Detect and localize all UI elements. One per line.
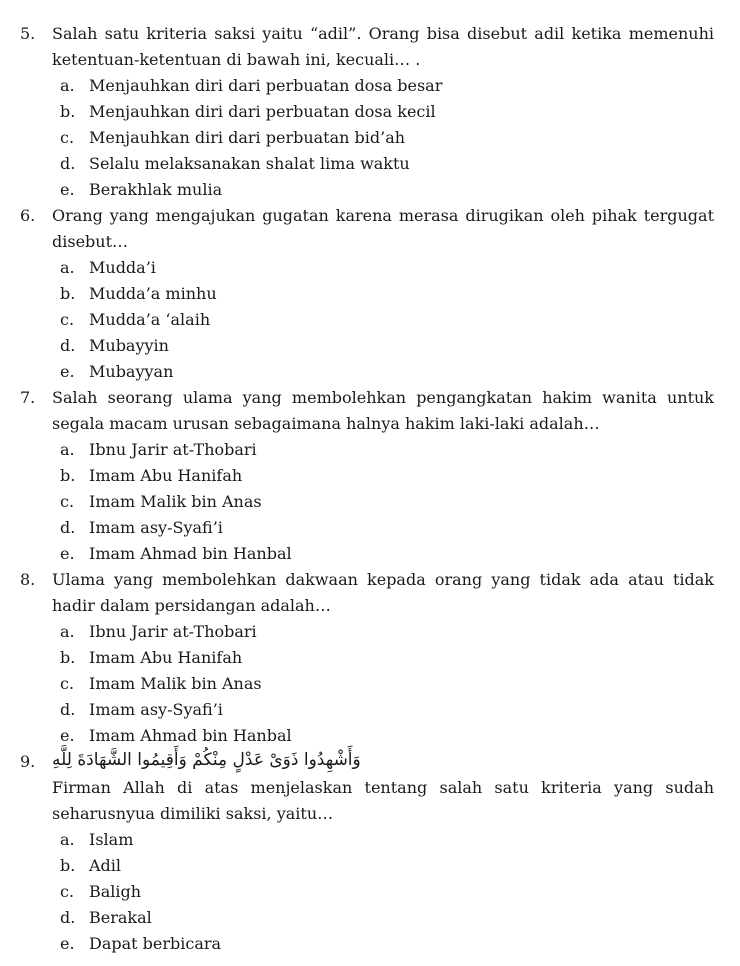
question-number: 9.: [20, 752, 36, 771]
option-e[interactable]: e. Imam Ahmad bin Hanbal: [60, 544, 292, 563]
question-number: 5.: [20, 24, 36, 43]
question-stem: Ulama yang membolehkan dakwaan kepada orang yang tidak ada atau tidak hadir dalam persidangan adalah…: [52, 570, 714, 615]
question-number: 7.: [20, 388, 36, 407]
question-number: 6.: [20, 206, 36, 225]
option-c[interactable]: c. Imam Malik bin Anas: [60, 492, 262, 511]
option-a[interactable]: a. Islam: [60, 830, 134, 849]
option-d[interactable]: d. Imam asy-Syafi’i: [60, 700, 223, 719]
option-e[interactable]: e. Berakhlak mulia: [60, 180, 223, 199]
option-d[interactable]: d. Imam asy-Syafi’i: [60, 518, 223, 537]
option-e[interactable]: e. Mubayyan: [60, 362, 174, 381]
option-a[interactable]: a. Menjauhkan diri dari perbuatan dosa besar: [60, 76, 443, 95]
option-b[interactable]: b. Menjauhkan diri dari perbuatan dosa kecil: [60, 102, 436, 121]
option-a[interactable]: a. Ibnu Jarir at-Thobari: [60, 622, 257, 641]
option-c[interactable]: c. Mudda’a ‘alaih: [60, 310, 211, 329]
question-number: 8.: [20, 570, 36, 589]
option-b[interactable]: b. Adil: [60, 856, 122, 875]
question-stem: Salah satu kriteria saksi yaitu “adil”. Orang bisa disebut adil ketika memenuhi ketentuan-ketentuan di bawah ini, kecuali… .: [52, 24, 714, 69]
arabic-verse: وَأَشْهِدُوا ذَوَىْ عَدْلٍ مِنْكُمْ وَأَقِيمُوا الشَّهَادَةَ لِلَّهِ: [52, 750, 361, 770]
option-a[interactable]: a. Mudda’i: [60, 258, 156, 277]
option-e[interactable]: e. Imam Ahmad bin Hanbal: [60, 726, 292, 745]
option-b[interactable]: b. Mudda’a minhu: [60, 284, 217, 303]
option-b[interactable]: b. Imam Abu Hanifah: [60, 648, 243, 667]
option-c[interactable]: c. Menjauhkan diri dari perbuatan bid’ah: [60, 128, 406, 147]
question-stem: Firman Allah di atas menjelaskan tentang salah satu kriteria yang sudah seharusnyua dimiliki saksi, yaitu…: [52, 778, 714, 823]
question-stem: Salah seorang ulama yang membolehkan pengangkatan hakim wanita untuk segala macam urusan sebagaimana halnya hakim laki-laki adalah…: [52, 388, 714, 433]
option-d[interactable]: d. Berakal: [60, 908, 152, 927]
option-c[interactable]: c. Imam Malik bin Anas: [60, 674, 262, 693]
option-d[interactable]: d. Mubayyin: [60, 336, 169, 355]
option-a[interactable]: a. Ibnu Jarir at-Thobari: [60, 440, 257, 459]
option-e[interactable]: e. Dapat berbicara: [60, 934, 222, 953]
option-b[interactable]: b. Imam Abu Hanifah: [60, 466, 243, 485]
question-stem: Orang yang mengajukan gugatan karena merasa dirugikan oleh pihak tergugat disebut…: [52, 206, 714, 251]
option-d[interactable]: d. Selalu melaksanakan shalat lima waktu: [60, 154, 410, 173]
option-c[interactable]: c. Baligh: [60, 882, 142, 901]
